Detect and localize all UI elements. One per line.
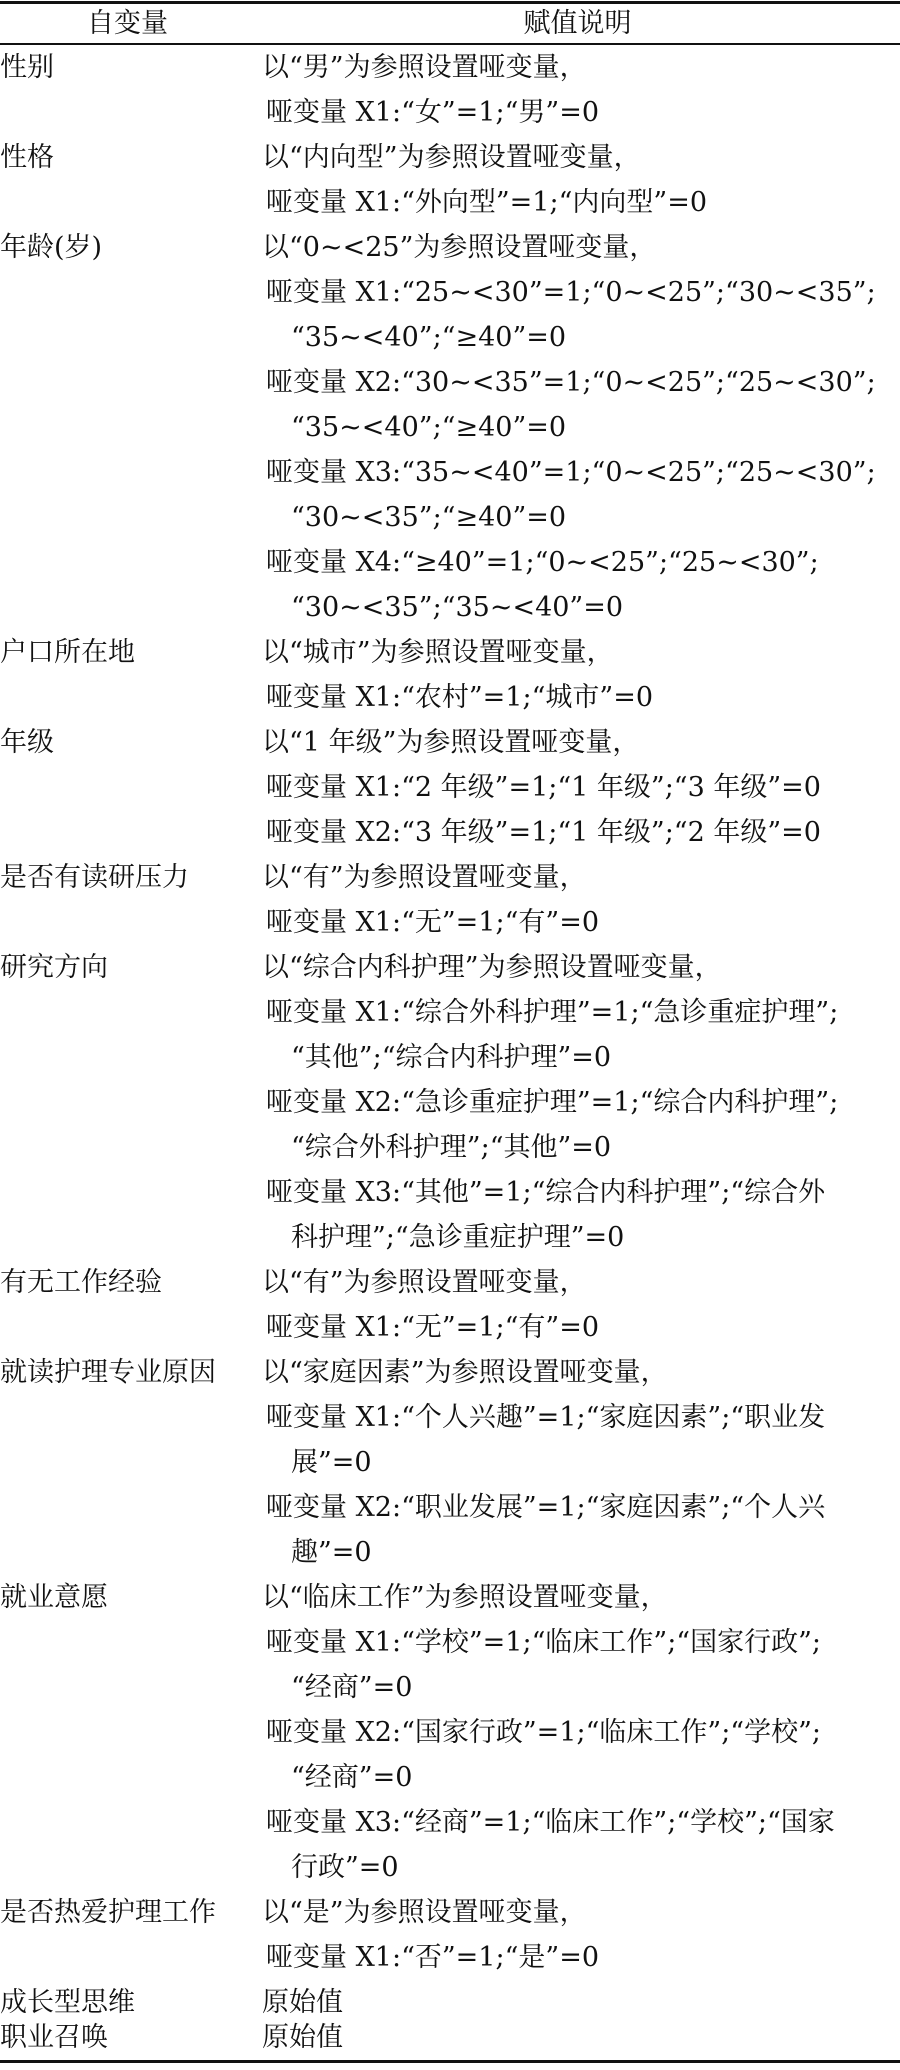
row-research-line-5: “综合外科护理”;“其他”=0 — [291, 1132, 612, 1163]
row-grade-line-1: 以“1 年级”为参照设置哑变量， — [262, 727, 640, 758]
row-variable-research-direction: 研究方向 — [0, 952, 108, 983]
row-variable-gender: 性别 — [0, 52, 54, 83]
row-age-line-3: “35~<40”;“≥40”=0 — [291, 322, 567, 353]
row-career-calling-value: 原始值 — [262, 2022, 343, 2053]
row-employment-line-1: 以“临床工作”为参照设置哑变量， — [262, 1582, 668, 1613]
row-personality-line-1: 以“内向型”为参照设置哑变量， — [262, 142, 641, 173]
row-growth-mindset-value: 原始值 — [262, 1987, 343, 2018]
row-work-experience-line-1: 以“有”为参照设置哑变量， — [262, 1267, 587, 1298]
row-age-line-8: 哑变量 X4:“≥40”=1;“0~<25”;“25~<30”; — [266, 547, 819, 578]
row-research-line-3: “其他”;“综合内科护理”=0 — [291, 1042, 612, 1073]
row-gender-line-2: 哑变量 X1:“女”=1;“男”=0 — [266, 97, 599, 128]
row-research-line-2: 哑变量 X1:“综合外科护理”=1;“急诊重症护理”; — [266, 997, 839, 1028]
row-age-line-4: 哑变量 X2:“30~<35”=1;“0~<25”;“25~<30”; — [266, 367, 876, 398]
row-employment-line-3: “经商”=0 — [291, 1672, 413, 1703]
row-major-reason-line-5: 趣”=0 — [291, 1537, 372, 1568]
row-research-line-1: 以“综合内科护理”为参照设置哑变量， — [262, 952, 722, 983]
row-employment-line-5: “经商”=0 — [291, 1762, 413, 1793]
row-grade-line-3: 哑变量 X2:“3 年级”=1;“1 年级”;“2 年级”=0 — [266, 817, 821, 848]
row-employment-line-2: 哑变量 X1:“学校”=1;“临床工作”;“国家行政”; — [266, 1627, 821, 1658]
row-age-line-1: 以“0~<25”为参照设置哑变量， — [262, 232, 657, 263]
row-age-line-2: 哑变量 X1:“25~<30”=1;“0~<25”;“30~<35”; — [266, 277, 876, 308]
row-grade-line-2: 哑变量 X1:“2 年级”=1;“1 年级”;“3 年级”=0 — [266, 772, 821, 803]
row-work-experience-line-2: 哑变量 X1:“无”=1;“有”=0 — [266, 1312, 599, 1343]
row-variable-postgrad-pressure: 是否有读研压力 — [0, 862, 189, 893]
row-employment-line-6: 哑变量 X3:“经商”=1;“临床工作”;“学校”;“国家 — [266, 1807, 835, 1838]
row-research-line-6: 哑变量 X3:“其他”=1;“综合内科护理”;“综合外 — [266, 1177, 826, 1208]
row-gender-line-1: 以“男”为参照设置哑变量， — [262, 52, 587, 83]
row-personality-line-2: 哑变量 X1:“外向型”=1;“内向型”=0 — [266, 187, 707, 218]
row-research-line-7: 科护理”;“急诊重症护理”=0 — [291, 1222, 625, 1253]
row-major-reason-line-1: 以“家庭因素”为参照设置哑变量， — [262, 1357, 668, 1388]
row-variable-love-nursing: 是否热爱护理工作 — [0, 1897, 216, 1928]
row-love-nursing-line-1: 以“是”为参照设置哑变量， — [262, 1897, 587, 1928]
row-variable-age: 年龄(岁) — [0, 232, 103, 263]
table-bottom-rule — [0, 2060, 900, 2063]
row-major-reason-line-3: 展”=0 — [291, 1447, 372, 1478]
row-age-line-5: “35~<40”;“≥40”=0 — [291, 412, 567, 443]
row-love-nursing-line-2: 哑变量 X1:“否”=1;“是”=0 — [266, 1942, 599, 1973]
row-variable-residence: 户口所在地 — [0, 637, 135, 668]
row-variable-career-calling: 职业召唤 — [0, 2022, 108, 2053]
row-major-reason-line-4: 哑变量 X2:“职业发展”=1;“家庭因素”;“个人兴 — [266, 1492, 826, 1523]
row-variable-growth-mindset: 成长型思维 — [0, 1987, 135, 2018]
row-age-line-9: “30~<35”;“35~<40”=0 — [291, 592, 624, 623]
row-postgrad-pressure-line-2: 哑变量 X1:“无”=1;“有”=0 — [266, 907, 599, 938]
row-major-reason-line-2: 哑变量 X1:“个人兴趣”=1;“家庭因素”;“职业发 — [266, 1402, 826, 1433]
row-variable-personality: 性格 — [0, 142, 54, 173]
row-variable-major-reason: 就读护理专业原因 — [0, 1357, 216, 1388]
row-postgrad-pressure-line-1: 以“有”为参照设置哑变量， — [262, 862, 587, 893]
row-age-line-7: “30~<35”;“≥40”=0 — [291, 502, 567, 533]
row-residence-line-2: 哑变量 X1:“农村”=1;“城市”=0 — [266, 682, 653, 713]
row-employment-line-4: 哑变量 X2:“国家行政”=1;“临床工作”;“学校”; — [266, 1717, 821, 1748]
row-residence-line-1: 以“城市”为参照设置哑变量， — [262, 637, 614, 668]
row-age-line-6: 哑变量 X3:“35~<40”=1;“0~<25”;“25~<30”; — [266, 457, 876, 488]
row-variable-work-experience: 有无工作经验 — [0, 1267, 162, 1298]
header-variable: 自变量 — [87, 8, 168, 39]
header-assignment: 赋值说明 — [523, 8, 632, 39]
row-employment-line-7: 行政”=0 — [291, 1852, 399, 1883]
row-research-line-4: 哑变量 X2:“急诊重症护理”=1;“综合内科护理”; — [266, 1087, 839, 1118]
row-variable-employment-intention: 就业意愿 — [0, 1582, 108, 1613]
row-variable-grade: 年级 — [0, 727, 54, 758]
